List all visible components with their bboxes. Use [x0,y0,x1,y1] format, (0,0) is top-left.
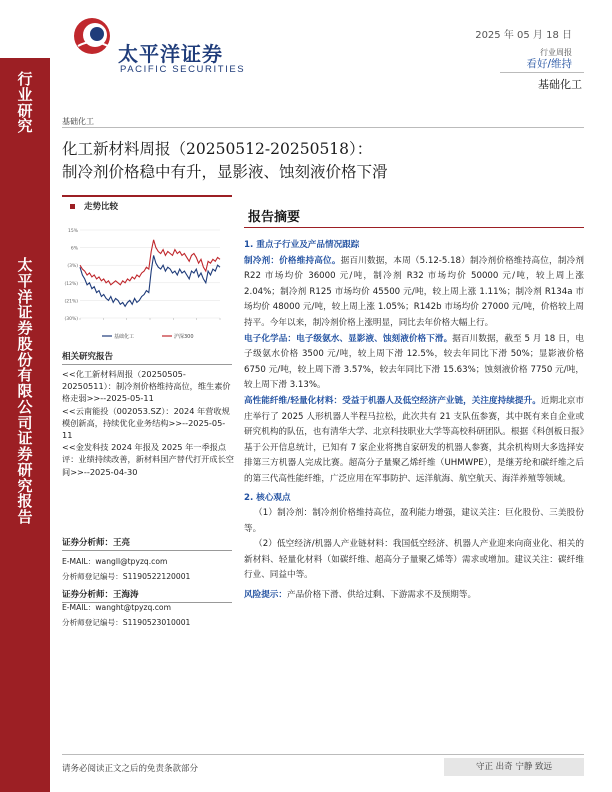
y-tick-label: (3%) [67,264,78,270]
report-type: 行业周报 [540,48,572,57]
sidebar-char: 平 [17,271,33,290]
paragraph-fiber [244,394,584,488]
report-title-line1: 化工新材料周报（20250512-20250518）： [62,140,373,158]
rating: 看好/维持 [526,58,572,70]
analyst-email[interactable]: E-MAIL：wanght@tpyzq.com [62,603,171,612]
risk-warning [244,588,584,604]
section-title: 2. 核心观点 [244,492,291,503]
sidebar-char: 证 [17,429,33,448]
analyst-info [62,600,190,630]
trend-heading-text: 走势比较 [84,202,119,212]
paragraph-text: 据百川数据，本周（5.12-5.18）制冷剂价格维持高位，制冷剂 R22 市场均价 36000 元/吨，制冷剂 R32 市场均价 50000 元/吨，较上周上涨 2.04%；制冷剂 R125 市场均价 45500 元/吨，较上周上涨 1.11%；制冷剂 R134a 市场均价 48000 元/吨，较上周上涨 1.05%；R142b 市场均价 27000 元/吨，价格较上周持平。今年以来，制冷剂价格上涨明显，同比去年价格大幅上行。 [244,255,584,328]
sidebar-char: 有 [17,366,33,385]
y-tick-label: 6% [70,246,78,252]
header-sector: 基础化工 [538,78,582,91]
section-title: 1. 重点子行业及产品情况跟踪 [244,240,360,250]
analyst-heading: 证券分析师：王海涛 [62,588,232,603]
sidebar-char: 司 [17,413,33,432]
related-reports-list [62,368,234,478]
legend-label: 基础化工 [114,334,135,340]
sidebar-char: 研 [17,460,33,479]
analyst-email[interactable]: E-MAIL：wangll@tpyzq.com [62,557,168,566]
paragraph-keyword: 制冷剂：价格维持高位。 [244,255,341,266]
sidebar-char: 究 [17,476,33,495]
paragraph-electronic-chemicals [244,332,584,394]
header-divider [500,72,584,73]
company-logo [72,16,112,56]
sidebar-bottom-label [0,258,50,526]
sidebar-char: 券 [17,319,33,337]
related-report-item[interactable]: <<化工新材料周报（20250505-20250511）：制冷剂价格维持高位，维生素价格走弱>>--2025-05-11 [62,369,231,404]
sidebar-char: 证 [17,303,33,322]
y-tick-label: 15% [67,229,78,234]
paragraph-keyword: 高性能纤维/轻量化材料：受益于机器人及低空经济产业链，关注度持续提升。 [244,395,541,406]
y-tick-label: (12%) [64,281,78,287]
analyst-reg: 分析师登记编号：S1190522120001 [62,572,191,581]
paragraph-keyword: 电子化学品：电子级氨水、显影液、蚀刻液价格下滑。 [244,333,453,344]
related-reports-heading: 相关研究报告 [62,350,232,365]
sidebar-char: 究 [17,117,33,136]
abstract-heading [244,206,584,228]
related-report-item[interactable]: <<金发科技 2024 年报及 2025 年一季报点评：业绩持续改善，新材料国产替代打开成长空间>>--2025-04-30 [62,442,234,477]
footer-divider [62,754,584,755]
sidebar-char: 股 [17,334,33,353]
report-date: 2025 年 05 月 18 日 [475,30,572,41]
view-item: （1）制冷剂：制冷剂价格维持高位，盈利能力增强，建议关注：巨化股份、三美股份等。 [244,508,584,534]
sector-label: 基础化工 [62,117,94,126]
y-tick-label: (30%) [64,317,78,322]
disclaimer-note: 请务必阅读正文之后的免责条款部分 [62,764,199,774]
view-item: （2）低空经济/机器人产业链材料：我国低空经济、机器人产业迎来向商业化、相关的新材料、轻量化材料（如碳纤维、超高分子量聚乙烯等）需求或增加。建议关注：碳纤维行业、同益中等。 [244,539,584,581]
abstract-body [244,238,584,604]
heading-marker-icon [70,204,75,209]
sidebar-char: 券 [17,445,33,463]
trend-chart [62,226,232,344]
report-title-line2: 制冷剂价格稳中有升，显影液、蚀刻液价格下滑 [62,163,388,181]
sector-divider [62,127,584,128]
risk-keyword: 风险提示： [244,590,287,601]
sidebar-bar [0,58,50,792]
sidebar-char: 报 [17,492,33,511]
brand-name-en: PACIFIC SECURITIES [120,64,246,75]
paragraph-text: 近期北京市庄举行了 2025 人形机器人半程马拉松，此次共有 21 支队伍参赛，其中既有来自企业或研究机构的队伍，也有清华大学、北京科技职业大学等高校科研团队。根据《科创板日报》基于公开信息统计，已知有 7 家企业将携自家研发的机器人参赛，其余机构则大多选择安排第三方机器人完成比赛。超高分子量聚乙烯纤维（UHMWPE），是继芳纶和碳纤维之后的第三代高性能纤维，广泛应用在军事防护、远洋航海、航空航天、海洋养殖等领域。 [244,395,584,484]
paragraph-refrigerant [244,254,584,332]
related-report-item[interactable]: <<云南能投（002053.SZ）：2024 年营收规模创新高，持续优化业务结构>>--2025-05-11 [62,405,230,441]
trend-heading [62,195,232,215]
sidebar-char: 份 [17,350,33,369]
sidebar-char: 研 [17,101,33,120]
sidebar-top-label [0,72,50,135]
risk-text: 产品价格下滑、供给过剩、下游需求不及预期等。 [286,590,477,601]
brand-name-cn: 太平洋证券 [118,42,223,66]
analyst-info [62,554,190,584]
sidebar-char: 洋 [17,287,33,306]
analyst-reg: 分析师登记编号：S1190523010001 [62,618,191,627]
header-meta [475,26,572,58]
y-tick-label: (21%) [64,299,78,305]
analyst-heading: 证券分析师：王亮 [62,536,232,551]
sidebar-char: 公 [17,397,33,416]
company-motto: 守正 出奇 宁静 致远 [444,758,584,776]
paragraph-text: 据百川数据，截至 5 月 18 日，电子级氨水价格 3500 元/吨，较上周下滑 12.5%，较去年同比下滑 50%；显影液价格 6750 元/吨，较上周下滑 3.57%，较去年同比下滑 15.63%；蚀刻液价格 7750 元/吨，较上周下滑 3.13%。 [244,333,584,391]
sidebar-char: 限 [17,382,33,400]
sidebar-char: 行 [17,70,33,88]
sidebar-char: 太 [17,256,33,274]
sidebar-char: 告 [17,508,33,526]
sidebar-char: 业 [17,85,33,104]
legend-label: 沪深300 [174,334,194,340]
abstract-heading-text: 报告摘要 [248,210,301,225]
